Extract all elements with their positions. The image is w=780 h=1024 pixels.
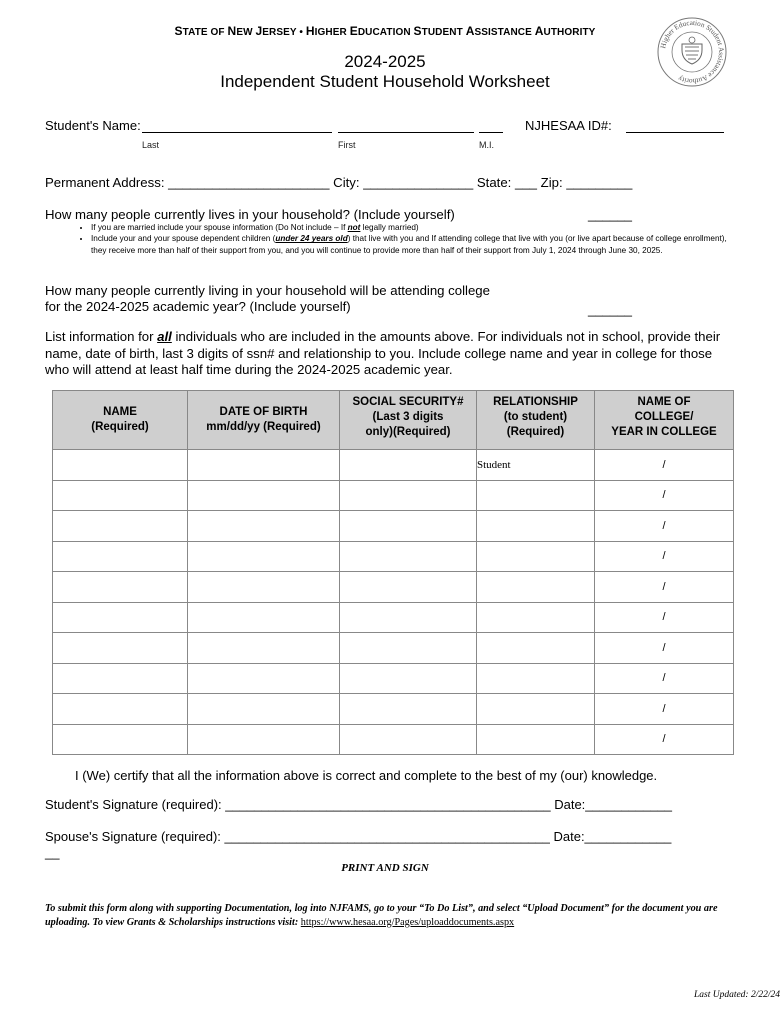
relationship-cell[interactable] [477, 663, 595, 694]
relationship-cell[interactable] [477, 694, 595, 725]
svg-text:Higher Education Student Assis: Higher Education Student Assistance Authority [659, 18, 726, 86]
spouse-signature-line[interactable]: Spouse's Signature (required): _____________________________________________ Date:____________ [45, 829, 672, 844]
first-name-field[interactable] [338, 118, 474, 133]
college-cell[interactable]: / [595, 480, 734, 511]
certification-statement: I (We) certify that all the information above is correct and complete to the best of my (our) knowledge. [75, 768, 658, 783]
column-header-ssn: SOCIAL SECURITY# (Last 3 digits only)(Required) [340, 391, 477, 450]
ssn-cell[interactable] [340, 602, 477, 633]
page-title: Independent Student Household Worksheet [220, 72, 550, 91]
table-row [53, 694, 734, 725]
njhesaa-id-field[interactable] [626, 118, 724, 133]
middle-initial-field[interactable] [479, 118, 503, 133]
dob-cell[interactable] [188, 633, 340, 664]
name-cell[interactable] [53, 663, 188, 694]
college-count-question-line1: How many people currently living in your household will be attending college [45, 283, 490, 298]
dob-cell[interactable] [188, 724, 340, 755]
agency-header: STATE OF NEW JERSEY • HIGHER EDUCATION STUDENT ASSISTANCE AUTHORITY [174, 24, 596, 38]
ssn-cell[interactable] [340, 663, 477, 694]
last-updated: Last Updated: 2/22/24 [693, 990, 780, 1000]
relationship-cell[interactable] [477, 602, 595, 633]
college-cell[interactable]: / [595, 541, 734, 572]
table-row [53, 572, 734, 603]
college-cell[interactable]: / [595, 602, 734, 633]
table-header-row [53, 391, 734, 450]
college-cell[interactable]: / [595, 694, 734, 725]
njhesaa-id-label: NJHESAA ID#: [525, 118, 612, 133]
form-year: 2024-2025 [344, 52, 426, 71]
ssn-cell[interactable] [340, 511, 477, 542]
spouse-signature-overflow: __ [45, 845, 60, 860]
table-row [53, 480, 734, 511]
ssn-cell[interactable] [340, 480, 477, 511]
dob-cell[interactable] [188, 663, 340, 694]
last-name-field[interactable] [142, 118, 332, 133]
ssn-cell[interactable] [340, 724, 477, 755]
table-row [53, 663, 734, 694]
print-and-sign-label: PRINT AND SIGN [341, 862, 429, 874]
name-cell[interactable] [53, 572, 188, 603]
upload-documents-link[interactable]: https://www.hesaa.org/Pages/uploaddocuments.aspx [300, 916, 515, 928]
dob-cell[interactable] [188, 572, 340, 603]
name-cell[interactable] [53, 480, 188, 511]
college-cell[interactable]: / [595, 572, 734, 603]
ssn-cell[interactable] [340, 541, 477, 572]
college-count-blank[interactable]: ______ [588, 302, 633, 317]
dob-cell[interactable] [188, 602, 340, 633]
list-item: • Include your and your spouse dependent children (under 24 years old) that live with you and If attending college that live with you (or live apart because of college enrollment), they receive more than half of their support from you, and you will continue to provide more than half of their support from July 1, 2024 through June 30, 2025. [91, 233, 735, 256]
college-cell[interactable]: / [595, 511, 734, 542]
permanent-address-line[interactable]: Permanent Address: ______________________ City: _______________ State: ___ Zip: _________ [45, 175, 633, 190]
name-cell[interactable] [53, 724, 188, 755]
column-header-dob: DATE OF BIRTH mm/dd/yy (Required) [188, 391, 340, 450]
table-row [53, 602, 734, 633]
college-cell[interactable]: / [595, 663, 734, 694]
relationship-cell[interactable] [477, 633, 595, 664]
table-row [53, 450, 734, 481]
name-cell[interactable] [53, 450, 188, 481]
list-instructions: List information for all individuals who are included in the amounts above. For individuals not in school, provide their name, date of birth, last 3 digits of ssn# and relationship to you. Include college name and year in college for those who will attend at least half time during the 2024-2025 academic year. [45, 329, 721, 377]
student-signature-line[interactable]: Student's Signature (required): _____________________________________________ Date:____________ [45, 797, 673, 812]
name-cell[interactable] [53, 633, 188, 664]
college-count-question-line2: for the 2024-2025 academic year? (Include yourself) [45, 299, 351, 314]
college-cell[interactable]: / [595, 633, 734, 664]
relationship-cell[interactable] [477, 572, 595, 603]
dob-cell[interactable] [188, 480, 340, 511]
relationship-cell[interactable] [477, 511, 595, 542]
name-cell[interactable] [53, 694, 188, 725]
name-cell[interactable] [53, 602, 188, 633]
household-count-blank[interactable]: ______ [588, 207, 633, 222]
relationship-cell[interactable] [477, 541, 595, 572]
household-count-question: How many people currently lives in your household? (Include yourself) [45, 207, 455, 222]
college-cell[interactable]: / [595, 724, 734, 755]
relationship-cell[interactable] [477, 724, 595, 755]
table-row [53, 724, 734, 755]
table-row [53, 633, 734, 664]
column-header-relationship: RELATIONSHIP (to student) (Required) [477, 391, 595, 450]
household-members-table [52, 390, 734, 755]
table-row [53, 511, 734, 542]
relationship-cell[interactable] [477, 480, 595, 511]
name-cell[interactable] [53, 541, 188, 572]
college-cell[interactable]: / [595, 450, 734, 481]
student-name-label: Student's Name: [45, 118, 141, 133]
ssn-cell[interactable] [340, 572, 477, 603]
column-header-college: NAME OF COLLEGE/ YEAR IN COLLEGE [595, 391, 734, 450]
last-sublabel: Last [142, 140, 160, 150]
submit-instructions: To submit this form along with supporting Documentation, log into NJFAMS, go to your “To Do List”, and select “Upload Document” for the document you are uploading. To view Grants & Scholarships instructions visit: https://www.hesaa.org/Pages/uploaddocuments.aspx [45, 903, 718, 928]
instructions-list [45, 222, 735, 256]
dob-cell[interactable] [188, 511, 340, 542]
list-item: • If you are married include your spouse information (Do Not include – If not legally married) [91, 222, 735, 233]
relationship-cell[interactable]: Student [477, 450, 595, 481]
first-sublabel: First [338, 140, 356, 150]
dob-cell[interactable] [188, 541, 340, 572]
name-cell[interactable] [53, 511, 188, 542]
dob-cell[interactable] [188, 694, 340, 725]
ssn-cell[interactable] [340, 694, 477, 725]
ssn-cell[interactable] [340, 450, 477, 481]
column-header-name: NAME (Required) [53, 391, 188, 450]
mi-sublabel: M.I. [479, 140, 494, 150]
table-row [53, 541, 734, 572]
ssn-cell[interactable] [340, 633, 477, 664]
dob-cell[interactable] [188, 450, 340, 481]
